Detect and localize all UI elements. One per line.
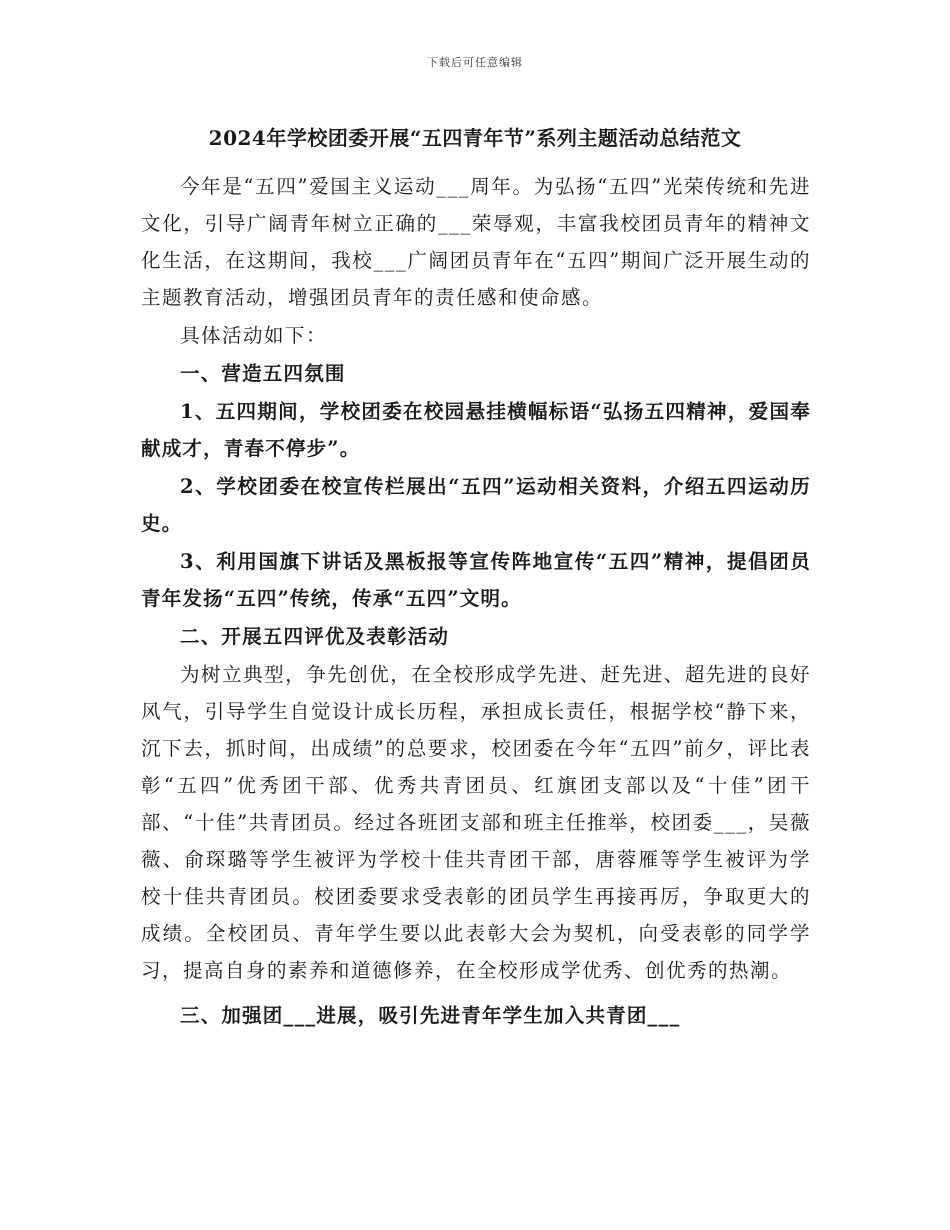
page-header-note: 下载后可任意编辑 [427,56,523,69]
section-2-heading: 二、开展五四评优及表彰活动 [180,625,450,648]
section-1-item-3: 3、利用国旗下讲话及黑板报等宣传阵地宣传“五四”精神，提倡团员青年发扬“五四”传统，传承“五四”文明。 [141,550,811,610]
section-1-item-2: 2、学校团委在校宣传栏展出“五四”运动相关资料，介绍五四运动历史。 [141,475,811,535]
intro-paragraph: 今年是“五四”爱国主义运动___周年。为弘扬“五四”光荣传统和先进文化，引导广阔青年树立正确的___荣辱观，丰富我校团员青年的精神文化生活，在这期间，我校___广阔团员青年在“五四”期间广泛开展生动的主题教育活动，增强团员青年的责任感和使命感。 [141,175,811,309]
section-1-heading: 一、营造五四氛围 [180,362,346,385]
section-1-item-1: 1、五四期间，学校团委在校园悬挂横幅标语“弘扬五四精神，爱国奉献成才，青春不停步”。 [141,400,811,460]
document-body [141,168,811,1034]
section-3-heading: 三、加强团___进展，吸引先进青年学生加入共青团___ [180,1004,681,1027]
document-title: 2024年学校团委开展“五四青年节”系列主题活动总结范文 [208,126,742,150]
activities-intro-paragraph: 具体活动如下： [180,324,328,347]
section-2-body: 为树立典型，争先创优，在全校形成学先进、赶先进、超先进的良好风气，引导学生自觉设计成长历程，承担成长责任，根据学校“静下来，沉下去，抓时间，出成绩”的总要求，校团委在今年“五四”前夕，评比表彰“五四”优秀团干部、优秀共青团员、红旗团支部以及“十佳”团干部、“十佳”共青团员。经过各班团支部和班主任推举，校团委___，吴薇薇、俞琛璐等学生被评为学校十佳共青团干部，唐蓉雁等学生被评为学校十佳共青团员。校团委要求受表彰的团员学生再接再厉，争取更大的成绩。全校团员、青年学生要以此表彰大会为契机，向受表彰的同学学习，提高自身的素养和道德修养，在全校形成学优秀、创优秀的热潮。 [141,663,811,982]
